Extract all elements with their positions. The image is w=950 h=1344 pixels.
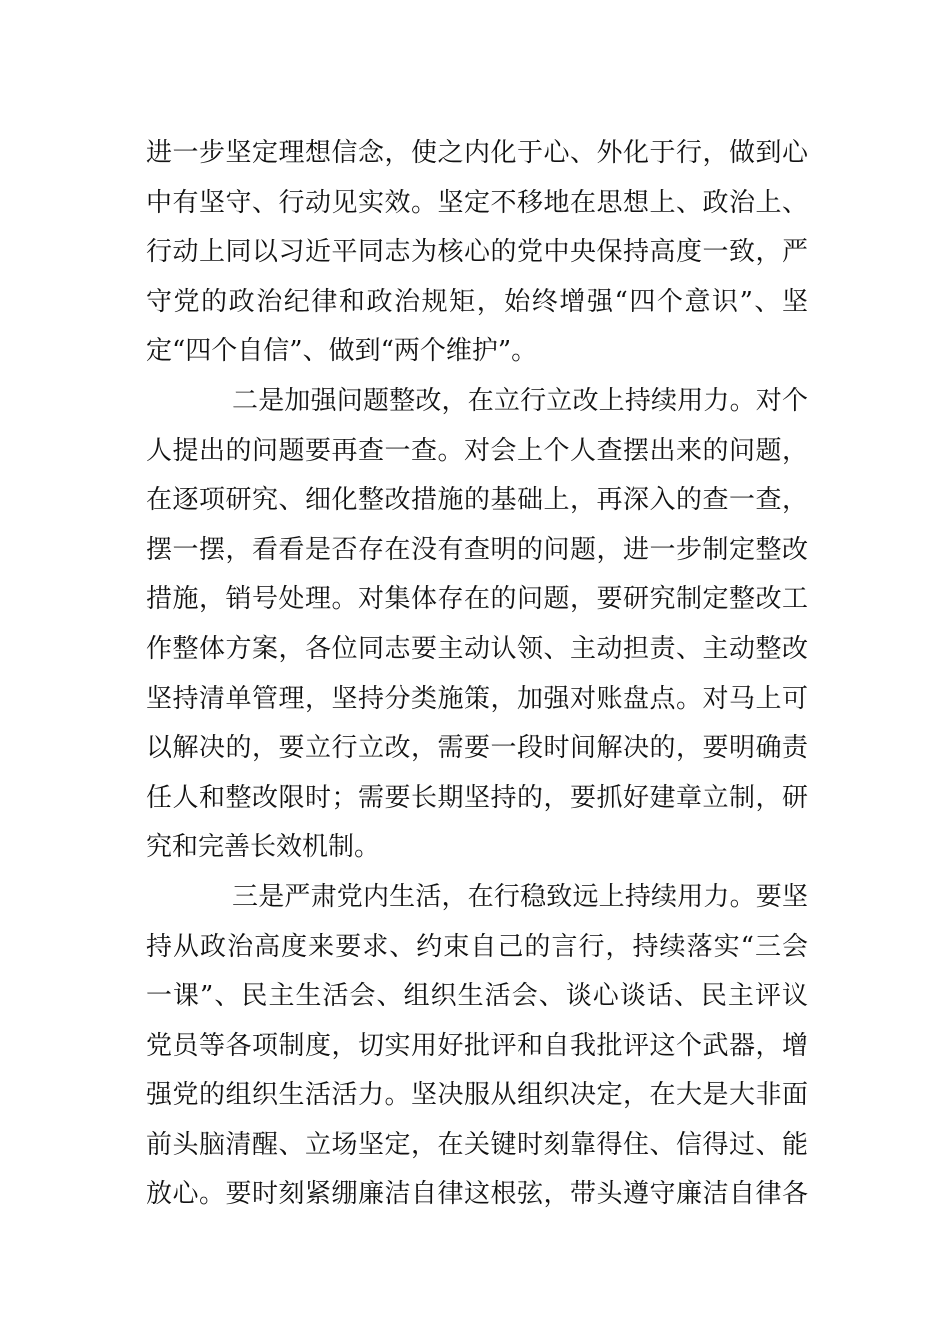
text-line: 在逐项研究、细化整改措施的基础上，再深入的查一查， xyxy=(146,485,808,516)
paragraph-3 xyxy=(146,873,808,1220)
text-line: 三是严肃党内生活，在行稳致远上持续用力。要坚 xyxy=(232,881,808,912)
text-line: 究和完善长效机制。 xyxy=(146,832,381,863)
text-line: 行动上同以习近平同志为核心的党中央保持高度一致，严 xyxy=(146,237,808,268)
text-line: 作整体方案，各位同志要主动认领、主动担责、主动整改 xyxy=(146,633,808,664)
text-line: 中有坚守、行动见实效。坚定不移地在思想上、政治上、 xyxy=(146,187,808,218)
text-line: 放心。要时刻紧绷廉洁自律这根弦，带头遵守廉洁自律各 xyxy=(146,1179,808,1210)
text-line: 坚持清单管理，坚持分类施策，加强对账盘点。对马上可 xyxy=(146,683,808,714)
text-line: 强党的组织生活活力。坚决服从组织决定，在大是大非面 xyxy=(146,1080,808,1111)
text-line: 定“四个自信”、做到“两个维护”。 xyxy=(146,336,538,367)
text-line: 持从政治高度来要求、约束自己的言行，持续落实“三会 xyxy=(146,931,808,962)
text-line: 守党的政治纪律和政治规矩，始终增强“四个意识”、坚 xyxy=(146,286,808,317)
text-line: 摆一摆，看看是否存在没有查明的问题，进一步制定整改 xyxy=(146,534,808,565)
text-line: 一课”、民主生活会、组织生活会、谈心谈话、民主评议 xyxy=(146,981,808,1012)
text-line: 以解决的，要立行立改，需要一段时间解决的，要明确责 xyxy=(146,733,808,764)
text-line: 进一步坚定理想信念，使之内化于心、外化于行，做到心 xyxy=(146,138,808,168)
text-line: 前头脑清醒、立场坚定，在关键时刻靠得住、信得过、能 xyxy=(146,1129,808,1160)
text-line: 人提出的问题要再查一查。对会上个人查摆出来的问题， xyxy=(146,435,808,466)
document-body xyxy=(146,129,808,1220)
text-line: 措施，销号处理。对集体存在的问题，要研究制定整改工 xyxy=(146,584,808,615)
text-line: 二是加强问题整改，在立行立改上持续用力。对个 xyxy=(232,385,808,416)
paragraph-1 xyxy=(146,129,808,377)
paragraph-2 xyxy=(146,377,808,873)
text-line: 任人和整改限时；需要长期坚持的，要抓好建章立制，研 xyxy=(146,782,808,813)
text-line: 党员等各项制度，切实用好批评和自我批评这个武器，增 xyxy=(146,1030,808,1061)
